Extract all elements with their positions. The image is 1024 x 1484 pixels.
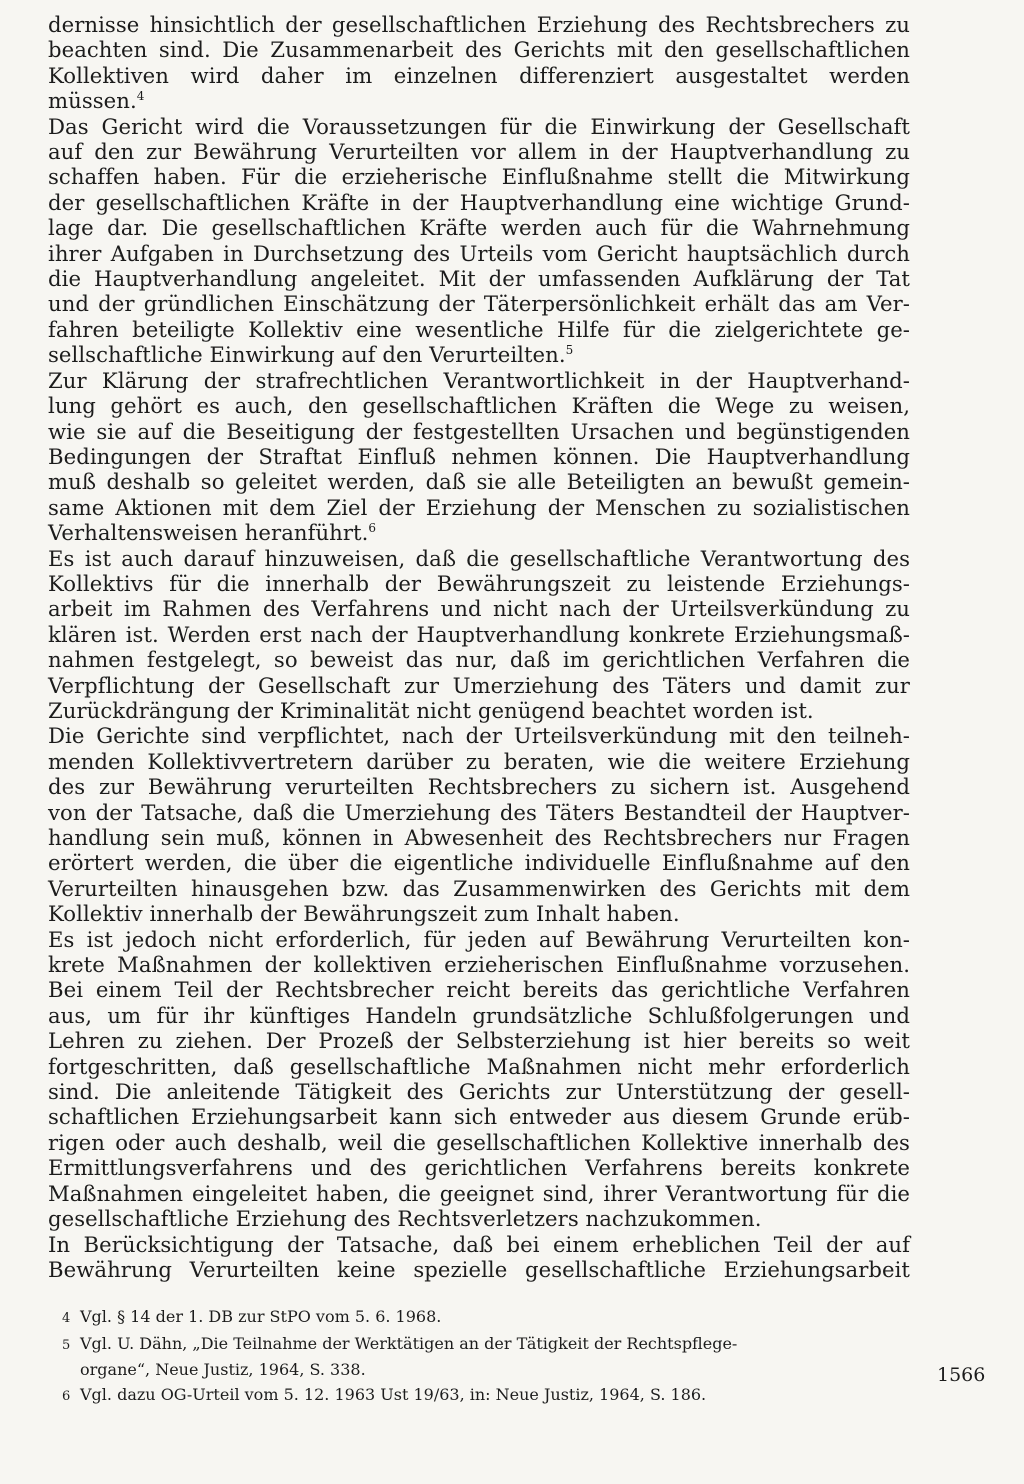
text-line-content: Kollektivs für die innerhalb der Bewährungszeit zu leistende Erziehungs- bbox=[48, 570, 910, 596]
text-line bbox=[48, 800, 910, 825]
text-line-content: und der gründlichen Einschätzung der Täterpersönlichkeit erhält das am Ver- bbox=[48, 291, 910, 317]
text-line bbox=[48, 977, 910, 1002]
text-line-content: same Aktionen mit dem Ziel der Erziehung der Menschen zu sozialistischen bbox=[48, 494, 910, 520]
text-line bbox=[48, 393, 910, 418]
text-line-content: Bedingungen der Straftat Einfluß nehmen können. Die Hauptverhandlung bbox=[48, 443, 910, 469]
text-line bbox=[48, 88, 910, 113]
text-line-content: aus, um für ihr künftiges Handeln grundsätzliche Schlußfolgerungen und bbox=[48, 1002, 910, 1028]
footnote bbox=[62, 1383, 922, 1410]
text-line-content: Verurteilten hinausgehen bzw. das Zusammenwirken des Gerichts mit dem bbox=[48, 875, 910, 901]
footnote bbox=[62, 1305, 922, 1332]
footnote-reference: 6 bbox=[368, 521, 377, 536]
text-line bbox=[48, 1181, 910, 1206]
footnote-line bbox=[62, 1305, 922, 1332]
footnote-text: Vgl. U. Dähn, „Die Teilnahme der Werktätigen an der Tätigkeit der Rechtspflege- bbox=[80, 1333, 738, 1353]
text-line bbox=[48, 139, 910, 164]
footnote-line bbox=[62, 1383, 922, 1410]
text-line bbox=[48, 1054, 910, 1079]
text-line-content: sind. Die anleitende Tätigkeit des Gerichts zur Unterstützung der gesell- bbox=[48, 1079, 910, 1105]
text-line-content: Kollektiven wird daher im einzelnen differenziert ausgestaltet werden bbox=[48, 62, 910, 88]
footnote-line bbox=[62, 1358, 922, 1383]
footnotes bbox=[62, 1305, 922, 1409]
text-line bbox=[48, 1079, 910, 1104]
text-line-content: krete Maßnahmen der kollektiven erzieherischen Einflußnahme vorzusehen. bbox=[48, 952, 910, 978]
text-line bbox=[48, 1155, 910, 1180]
text-line-content: fortgeschritten, daß gesellschaftliche Maßnahmen nicht mehr erforderlich bbox=[48, 1053, 910, 1079]
paragraph bbox=[48, 723, 910, 926]
text-line-content: der gesellschaftlichen Kräfte in der Hauptverhandlung eine wichtige Grund- bbox=[48, 189, 910, 215]
text-line bbox=[48, 1104, 910, 1129]
text-line-content: Es ist auch darauf hinzuweisen, daß die gesellschaftliche Verantwortung des bbox=[48, 545, 910, 571]
text-line-content: des zur Bewährung verurteilten Rechtsbrechers zu sichern ist. Ausgehend bbox=[48, 774, 910, 800]
text-line bbox=[48, 190, 910, 215]
footnote-number: 4 bbox=[62, 1311, 71, 1326]
text-line-content: Lehren zu ziehen. Der Prozeß der Selbsterziehung ist hier bereits so weit bbox=[48, 1028, 910, 1054]
text-line-content: muß deshalb so geleitet werden, daß sie alle Beteiligten an bewußt gemein- bbox=[48, 469, 910, 495]
text-line-content: handlung sein muß, können in Abwesenheit des Rechtsbrechers nur Fragen bbox=[48, 825, 910, 850]
text-line bbox=[48, 444, 910, 469]
text-line bbox=[48, 1206, 910, 1231]
paragraph bbox=[48, 927, 910, 1232]
text-line-content: dernisse hinsichtlich der gesellschaftlichen Erziehung des Rechtsbrechers zu bbox=[48, 12, 910, 37]
paragraph bbox=[48, 1232, 910, 1283]
text-line-content: Kollektiv innerhalb der Bewährungszeit zum Inhalt haben. bbox=[48, 901, 680, 927]
text-line-content: von der Tatsache, daß die Umerziehung des Täters Bestandteil der Hauptver- bbox=[48, 799, 910, 825]
text-line-content: menden Kollektivvertretern darüber zu beraten, wie die weitere Erziehung bbox=[48, 748, 910, 774]
text-line-content: ihrer Aufgaben in Durchsetzung des Urteils vom Gericht hauptsächlich durch bbox=[48, 240, 910, 266]
text-line-content: Es ist jedoch nicht erforderlich, für jeden auf Bewährung Verurteilten kon- bbox=[48, 926, 910, 952]
footnote-text: Vgl. § 14 der 1. DB zur StPO vom 5. 6. 1968. bbox=[80, 1307, 442, 1326]
text-line bbox=[48, 698, 910, 723]
paragraph bbox=[48, 368, 910, 546]
text-line-content: nahmen festgelegt, so beweist das nur, daß im gerichtlichen Verfahren die bbox=[48, 647, 910, 673]
text-line-content: sellschaftliche Einwirkung auf den Verurteilten. bbox=[48, 342, 566, 368]
text-line-content: erörtert werden, die über die eigentliche individuelle Einflußnahme auf den bbox=[48, 850, 910, 876]
text-line bbox=[48, 1232, 910, 1257]
paragraph bbox=[48, 114, 910, 368]
text-line bbox=[48, 215, 910, 240]
text-line bbox=[48, 469, 910, 494]
text-line bbox=[48, 1003, 910, 1028]
text-line bbox=[48, 317, 910, 342]
text-line-content: Zur Klärung der strafrechtlichen Verantwortlichkeit in der Hauptverhand- bbox=[48, 367, 910, 393]
text-line bbox=[48, 164, 910, 189]
text-line bbox=[48, 876, 910, 901]
text-line bbox=[48, 596, 910, 621]
text-line-content: Ermittlungsverfahrens und des gerichtlichen Verfahrens bereits konkrete bbox=[48, 1155, 910, 1181]
text-line-content: In Berücksichtigung der Tatsache, daß bei einem erheblichen Teil der auf bbox=[48, 1231, 910, 1257]
text-line bbox=[48, 952, 910, 977]
text-line-content: Bei einem Teil der Rechtsbrecher reicht bereits das gerichtliche Verfahren bbox=[48, 977, 910, 1003]
text-line bbox=[48, 1130, 910, 1155]
text-line bbox=[48, 342, 910, 367]
text-line bbox=[48, 114, 910, 139]
text-line-content: lung gehört es auch, den gesellschaftlichen Kräften die Wege zu weisen, bbox=[48, 393, 910, 419]
text-line bbox=[48, 723, 910, 748]
text-line-content: lage dar. Die gesellschaftlichen Kräfte werden auch für die Wahrnehmung bbox=[48, 215, 910, 241]
text-line-content: schaffen haben. Für die erzieherische Einflußnahme stellt die Mitwirkung bbox=[48, 164, 910, 190]
text-line bbox=[48, 291, 910, 316]
text-line-content: wie sie auf die Beseitigung der festgestellten Ursachen und begünstigenden bbox=[48, 418, 910, 444]
text-line bbox=[48, 266, 910, 291]
text-line bbox=[48, 12, 910, 37]
text-line bbox=[48, 37, 910, 62]
paragraph bbox=[48, 12, 910, 114]
text-line-content: gesellschaftliche Erziehung des Rechtsverletzers nachzukommen. bbox=[48, 1206, 762, 1232]
footnote-number: 5 bbox=[62, 1337, 71, 1353]
text-line-content: Bewährung Verurteilten keine spezielle gesellschaftliche Erziehungsarbeit bbox=[48, 1256, 910, 1282]
text-line bbox=[48, 774, 910, 799]
footnote bbox=[62, 1332, 922, 1383]
text-line bbox=[48, 850, 910, 875]
text-line-content: Maßnahmen eingeleitet haben, die geeignet sind, ihrer Verantwortung für die bbox=[48, 1180, 910, 1206]
footnote-number: 6 bbox=[62, 1388, 71, 1404]
page-number: 1566 bbox=[937, 1364, 986, 1386]
text-line bbox=[48, 419, 910, 444]
text-line bbox=[48, 546, 910, 571]
text-line-content: arbeit im Rahmen des Verfahrens und nicht nach der Urteilsverkündung zu bbox=[48, 596, 910, 622]
footnote-reference: 4 bbox=[136, 89, 145, 104]
text-line bbox=[48, 571, 910, 596]
text-line bbox=[48, 1257, 910, 1282]
body-text bbox=[48, 12, 910, 1282]
text-line bbox=[48, 520, 910, 545]
text-line bbox=[48, 495, 910, 520]
text-line bbox=[48, 241, 910, 266]
text-line-content: Die Gerichte sind verpflichtet, nach der Urteilsverkündung mit den teilneh- bbox=[48, 723, 910, 749]
footnote-line bbox=[62, 1332, 922, 1359]
footnote-text: Vgl. dazu OG-Urteil vom 5. 12. 1963 Ust 19/63, in: Neue Justiz, 1964, S. 186. bbox=[80, 1384, 707, 1404]
footnote-text: organe“, Neue Justiz, 1964, S. 338. bbox=[80, 1360, 366, 1379]
text-line-content: schaftlichen Erziehungsarbeit kann sich entweder aus diesem Grunde erüb- bbox=[48, 1104, 910, 1130]
text-line-content: müssen. bbox=[48, 88, 137, 114]
text-line bbox=[48, 749, 910, 774]
text-line bbox=[48, 63, 910, 88]
text-line bbox=[48, 927, 910, 952]
text-line-content: beachten sind. Die Zusammenarbeit des Gerichts mit den gesellschaftlichen bbox=[48, 37, 910, 63]
footnote-reference: 5 bbox=[565, 343, 574, 358]
text-line-content: Verhaltensweisen heranführt. bbox=[48, 520, 369, 546]
text-line-content: Verpflichtung der Gesellschaft zur Umerziehung des Täters und damit zur bbox=[48, 672, 910, 698]
text-line-content: klären ist. Werden erst nach der Hauptverhandlung konkrete Erziehungsmaß- bbox=[48, 621, 910, 647]
text-line-content: Zurückdrängung der Kriminalität nicht genügend beachtet worden ist. bbox=[48, 697, 814, 723]
text-line-content: fahren beteiligte Kollektiv eine wesentliche Hilfe für die zielgerichtete ge- bbox=[48, 316, 910, 342]
text-line bbox=[48, 825, 910, 850]
paragraph bbox=[48, 546, 910, 724]
text-line bbox=[48, 673, 910, 698]
text-line bbox=[48, 1028, 910, 1053]
text-line bbox=[48, 622, 910, 647]
text-line bbox=[48, 647, 910, 672]
text-line-content: rigen oder auch deshalb, weil die gesellschaftlichen Kollektive innerhalb des bbox=[48, 1129, 910, 1155]
text-line bbox=[48, 368, 910, 393]
text-line-content: die Hauptverhandlung angeleitet. Mit der umfassenden Aufklärung der Tat bbox=[48, 266, 910, 292]
text-line bbox=[48, 901, 910, 926]
text-line-content: Das Gericht wird die Voraussetzungen für die Einwirkung der Gesellschaft bbox=[48, 113, 910, 139]
text-line-content: auf den zur Bewährung Verurteilten vor allem in der Hauptverhandlung zu bbox=[48, 139, 910, 165]
